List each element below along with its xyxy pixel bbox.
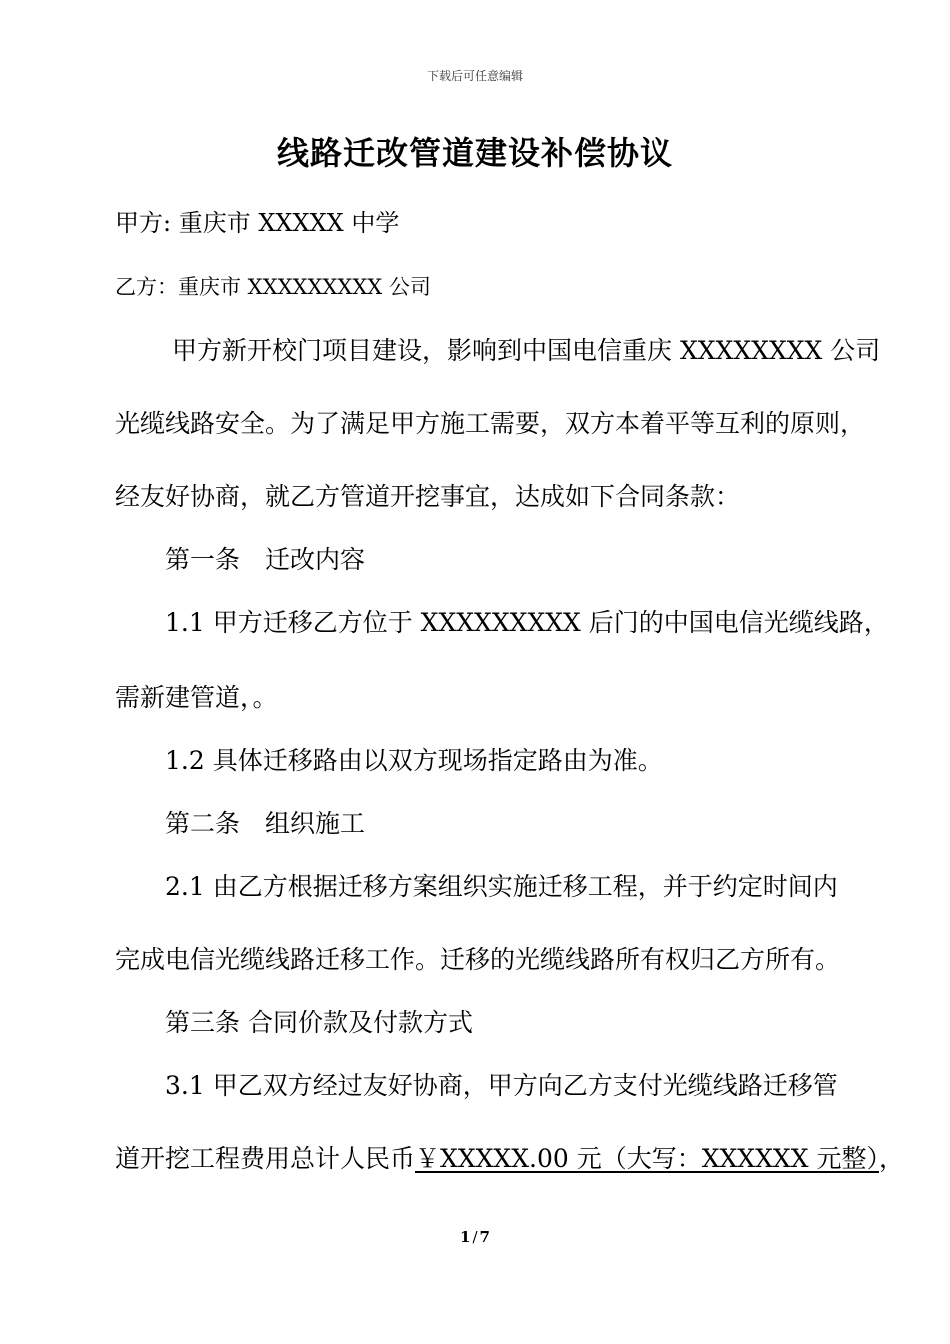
total-pages: 7 bbox=[479, 1228, 490, 1246]
clause-3-1-line-2 bbox=[115, 1143, 904, 1175]
paragraph-intro-line-1: 甲方新开校门项目建设，影响到中国电信重庆 XXXXXXXX 公司 bbox=[172, 336, 881, 365]
paragraph-intro-line-3: 经友好协商，就乙方管道开挖事宜，达成如下合同条款： bbox=[115, 482, 741, 511]
document-title: 线路迁改管道建设补偿协议 bbox=[276, 134, 673, 172]
clause-3-1-punct: ， bbox=[878, 1144, 904, 1173]
current-page: 1 bbox=[460, 1228, 471, 1246]
party-a-line: 甲方: 重庆市 XXXXX 中学 bbox=[115, 209, 400, 237]
clause-2-1-line-1: 2.1 由乙方根据迁移方案组织实施迁移工程，并于约定时间内 bbox=[165, 872, 838, 901]
clause-1-1-line-1: 1.1 甲方迁移乙方位于 XXXXXXXXX 后门的中国电信光缆线路， bbox=[165, 608, 889, 637]
paragraph-intro-line-2: 光缆线路安全。为了满足甲方施工需要，双方本着平等互利的原则， bbox=[115, 409, 866, 438]
page-number bbox=[0, 1228, 950, 1246]
article-3-heading: 第三条 合同价款及付款方式 bbox=[165, 1008, 473, 1037]
article-2-heading: 第二条 组织施工 bbox=[165, 809, 366, 838]
clause-2-1-line-2: 完成电信光缆线路迁移工作。迁移的光缆线路所有权归乙方所有。 bbox=[115, 945, 841, 974]
page-separator: / bbox=[472, 1228, 478, 1246]
payment-amount: ￥XXXXX.00 元（大写：XXXXXX 元整） bbox=[415, 1144, 879, 1173]
clause-3-1-text: 道开挖工程费用总计人民币 bbox=[115, 1144, 416, 1173]
header-note: 下载后可任意编辑 bbox=[426, 69, 523, 83]
party-b-line: 乙方：重庆市 XXXXXXXXX 公司 bbox=[115, 275, 431, 299]
clause-3-1-line-1: 3.1 甲乙双方经过友好协商，甲方向乙方支付光缆线路迁移管 bbox=[165, 1071, 838, 1100]
clause-1-2: 1.2 具体迁移路由以双方现场指定路由为准。 bbox=[165, 746, 663, 775]
clause-1-1-line-2: 需新建管道，。 bbox=[115, 683, 278, 712]
article-1-heading: 第一条 迁改内容 bbox=[165, 545, 366, 574]
